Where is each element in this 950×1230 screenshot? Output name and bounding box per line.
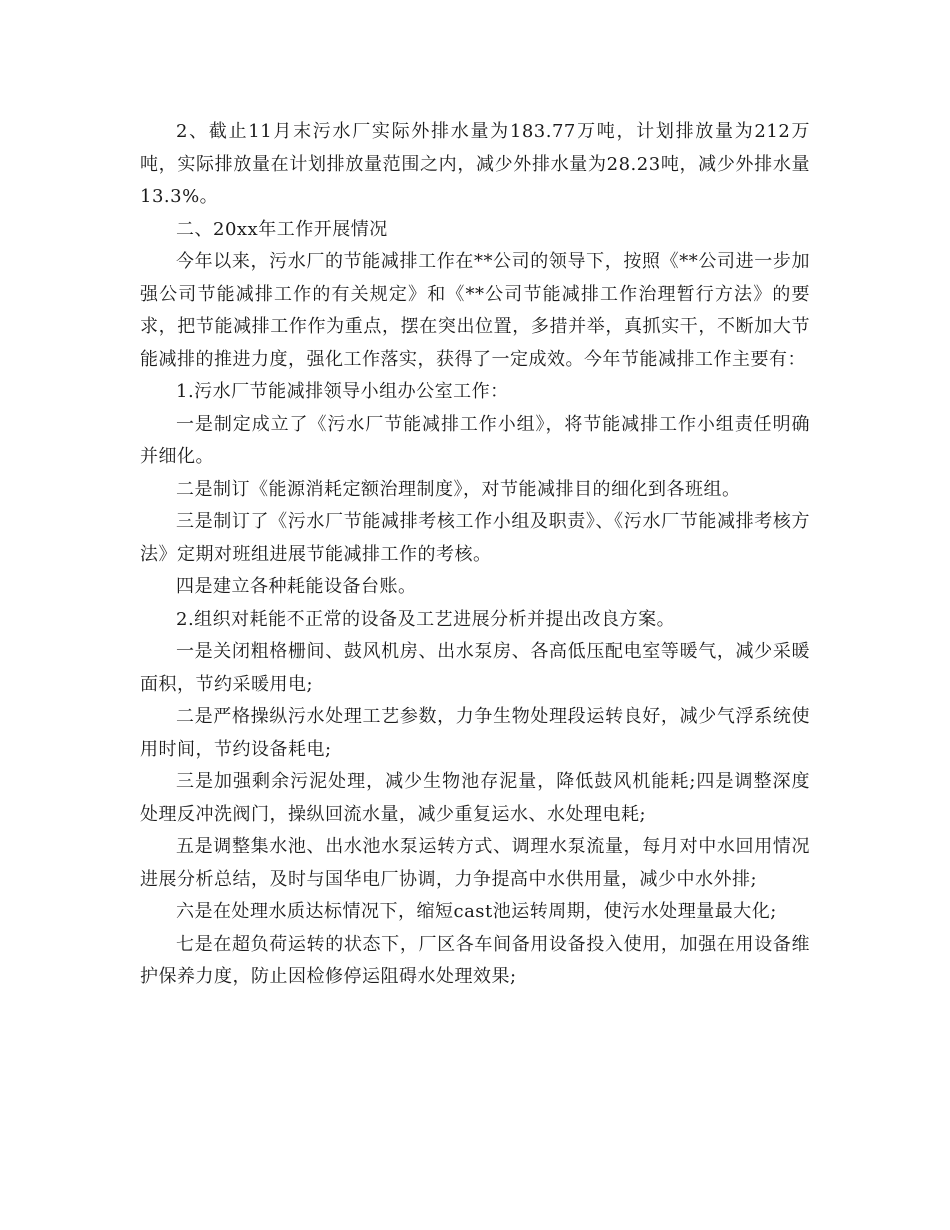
- list-item: 一是制定成立了《污水厂节能减排工作小组》，将节能减排工作小组责任明确并细化。: [140, 413, 810, 467]
- list-item: 三是加强剩余污泥处理，减少生物池存泥量，降低鼓风机能耗;四是调整深度处理反冲洗阀门，操纵回流水量，减少重复运水、水处理电耗;: [140, 771, 810, 825]
- list-item: 四是建立各种耗能设备台账。: [176, 576, 417, 597]
- paragraph-overview: 今年以来，污水厂的节能减排工作在**公司的领导下，按照《**公司进一步加强公司节能减排工作的有关规定》和《**公司节能减排工作治理暂行方法》的要求，把节能减排工作作为重点，摆在突出位置，多措并举，真抓实干，不断加大节能减排的推进力度，强化工作落实，获得了一定成效。今年节能减排工作主要有：: [140, 251, 810, 370]
- list-item: 三是制订了《污水厂节能减排考核工作小组及职责》、《污水厂节能减排考核方法》定期对班组进展节能减排工作的考核。: [140, 511, 810, 565]
- document-page: [140, 116, 810, 994]
- subheading-equipment-analysis: 2.组织对耗能不正常的设备及工艺进展分析并提出改良方案。: [176, 608, 676, 630]
- list-item: 二是制订《能源消耗定额治理制度》，对节能减排目的细化到各班组。: [176, 478, 741, 500]
- list-item: 一是关闭粗格栅间、鼓风机房、出水泵房、各高低压配电室等暖气，减少采暖面积，节约采暖用电;: [140, 641, 810, 695]
- section-heading-work-progress: 二、20xx年工作开展情况: [176, 218, 388, 240]
- paragraph-discharge-stats: 2、截止11月末污水厂实际外排水量为183.77万吨，计划排放量为212万吨，实际排放量在计划排放量范围之内，减少外排水量为28.23吨，减少外排水量13.3%。: [140, 121, 810, 207]
- list-item: 七是在超负荷运转的状态下，厂区各车间备用设备投入使用，加强在用设备维护保养力度，防止因检修停运阻碍水处理效果;: [140, 933, 810, 987]
- list-item: 六是在处理水质达标情况下，缩短cast池运转周期，使污水处理量最大化;: [176, 901, 777, 922]
- list-item: 五是调整集水池、出水池水泵运转方式、调理水泵流量，每月对中水回用情况进展分析总结，及时与国华电厂协调，力争提高中水供用量，减少中水外排;: [140, 836, 810, 890]
- subheading-leadership-office: 1.污水厂节能减排领导小组办公室工作：: [176, 381, 509, 402]
- list-item: 二是严格操纵污水处理工艺参数，力争生物处理段运转良好，减少气浮系统使用时间，节约设备耗电;: [140, 706, 810, 760]
